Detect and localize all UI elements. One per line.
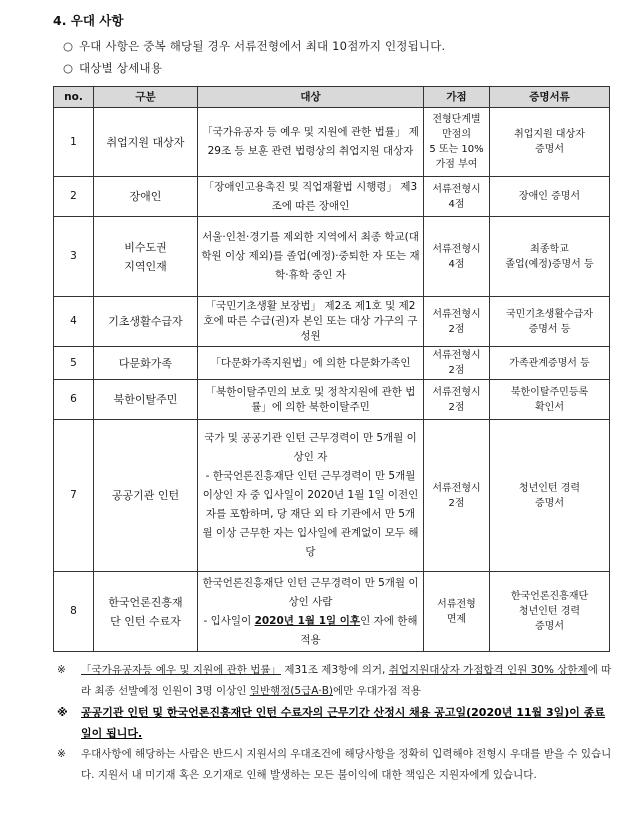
cell-points: 전형단계별 만점의 5 또는 10% 가점 부여 [424, 108, 490, 177]
cell-no: 5 [54, 347, 94, 380]
cell-target: 「장애인고용촉진 및 직업재활법 시행령」 제3조에 따른 장애인 [198, 177, 424, 217]
header-target: 대상 [198, 87, 424, 108]
bullet-mark: ○ [63, 39, 74, 53]
cell-points: 서류전형 면제 [424, 572, 490, 652]
note-text: 공공기관 인턴 및 한국언론진흥재단 인턴 수료자의 근무기간 산정시 채용 공고일(2020년 11월 3일)이 종료일이 됩니다. [81, 706, 605, 740]
cell-no: 4 [54, 297, 94, 347]
cell-points: 서류전형시 4점 [424, 217, 490, 297]
note-text: 우대사항에 해당하는 사람은 반드시 지원서의 우대조건에 해당사항을 정확히 입력해야 전형시 우대를 받을 수 있습니다. 지원서 내 미기재 혹은 오기재로 인해 발생하는 모든 불이익에 대한 책임은 지원자에게 있습니다. [81, 748, 612, 781]
table-row [54, 347, 610, 380]
cell-docs: 북한이탈주민등록 확인서 [490, 380, 610, 420]
note-mark: ※ [57, 706, 68, 719]
table-row [54, 572, 610, 652]
cell-target: 「북한이탈주민의 보호 및 정착지원에 관한 법률」에 의한 북한이탈주민 [198, 380, 424, 420]
table-row [54, 108, 610, 177]
cell-type: 공공기관 인턴 [94, 420, 198, 572]
note-text: 에 따라 최종 선발예정 인원이 3명 이상인 [81, 664, 612, 697]
table-row [54, 380, 610, 420]
cell-type: 비수도권 지역인재 [94, 217, 198, 297]
note-1 [57, 660, 612, 702]
table-row [54, 217, 610, 297]
table-row [54, 297, 610, 347]
header-type: 구분 [94, 87, 198, 108]
cell-docs: 국민기초생활수급자 증명서 등 [490, 297, 610, 347]
note-mark: ※ [57, 748, 66, 760]
target-text-end: 인 자에 한해 적용 [300, 614, 418, 646]
cell-type: 취업지원 대상자 [94, 108, 198, 177]
cell-docs: 한국언론진흥재단 청년인턴 경력 증명서 [490, 572, 610, 652]
bullet-item-1 [63, 38, 445, 54]
header-docs: 증명서류 [490, 87, 610, 108]
cell-target: 서울·인천·경기를 제외한 지역에서 최종 학교(대학원 이상 제외)를 졸업(예정)·중퇴한 자 또는 재학·휴학 중인 자 [198, 217, 424, 297]
header-points: 가점 [424, 87, 490, 108]
bullet-item-2 [63, 60, 162, 76]
table-row [54, 420, 610, 572]
note-text: 「국가유공자등 예우 및 지원에 관한 법률」 [81, 664, 281, 676]
note-text: 제31조 제3항에 의거, [280, 664, 389, 676]
cell-points: 서류전형시 2점 [424, 347, 490, 380]
cell-type: 한국언론진흥재 단 인턴 수료자 [94, 572, 198, 652]
notes-section [57, 660, 612, 786]
bullet-text: 대상별 상세내용 [79, 61, 163, 75]
table-header-row [54, 87, 610, 108]
cell-no: 2 [54, 177, 94, 217]
cell-points: 서류전형시 2점 [424, 297, 490, 347]
cell-target: 「국민기초생활 보장법」 제2조 제1호 및 제2호에 따른 수급(권)자 본인 또는 대상 가구의 구성원 [198, 297, 424, 347]
note-text: 취업지원대상자 가점합격 인원 30% 상한제 [388, 664, 588, 676]
note-3 [57, 744, 612, 786]
note-2 [57, 702, 612, 744]
cell-points: 서류전형시 4점 [424, 177, 490, 217]
section-heading: 4. 우대 사항 [53, 13, 124, 28]
cell-docs: 가족관계증명서 등 [490, 347, 610, 380]
cell-no: 6 [54, 380, 94, 420]
note-text: 일반행정(5급A·B) [249, 685, 334, 697]
cell-type: 다문화가족 [94, 347, 198, 380]
cell-docs: 청년인턴 경력 증명서 [490, 420, 610, 572]
cell-type: 장애인 [94, 177, 198, 217]
cell-type: 기초생활수급자 [94, 297, 198, 347]
cell-target [198, 572, 424, 652]
note-text: 에만 우대가점 적용 [333, 685, 421, 697]
cell-points: 서류전형시 2점 [424, 380, 490, 420]
cell-docs: 장애인 증명서 [490, 177, 610, 217]
cell-points: 서류전형시 2점 [424, 420, 490, 572]
cell-docs: 취업지원 대상자 증명서 [490, 108, 610, 177]
bullet-mark: ○ [63, 61, 74, 75]
table-row [54, 177, 610, 217]
preference-table [53, 86, 610, 652]
note-mark: ※ [57, 664, 66, 676]
cell-docs: 최종학교 졸업(예정)증명서 등 [490, 217, 610, 297]
header-no: no. [54, 87, 94, 108]
cell-no: 7 [54, 420, 94, 572]
cell-type: 북한이탈주민 [94, 380, 198, 420]
cell-no: 3 [54, 217, 94, 297]
bullet-text: 우대 사항은 중복 해당될 경우 서류전형에서 최대 10점까지 인정됩니다. [79, 39, 446, 53]
cell-no: 1 [54, 108, 94, 177]
cell-no: 8 [54, 572, 94, 652]
target-date-emphasis: 2020년 1월 1일 이후 [254, 614, 361, 627]
cell-target: 「다문화가족지원법」에 의한 다문화가족인 [198, 347, 424, 380]
cell-target: 「국가유공자 등 예우 및 지원에 관한 법률」 제29조 등 보훈 관련 법령상의 취업지원 대상자 [198, 108, 424, 177]
cell-target: 국가 및 공공기관 인턴 근무경력이 만 5개월 이상인 자 - 한국언론진흥재단 인턴 근무경력이 만 5개월 이상인 자 중 입사일이 2020년 1월 1일 이전인 자를 포함하며, 당 재단 외 타 기관에서 만 5개월 이상 근무한 자는 입사일에 관계없이 모두 해당 [198, 420, 424, 572]
target-text: 한국언론진흥재단 인턴 근무경력이 만 5개월 이상인 사람 - 입사일이 [202, 576, 419, 627]
